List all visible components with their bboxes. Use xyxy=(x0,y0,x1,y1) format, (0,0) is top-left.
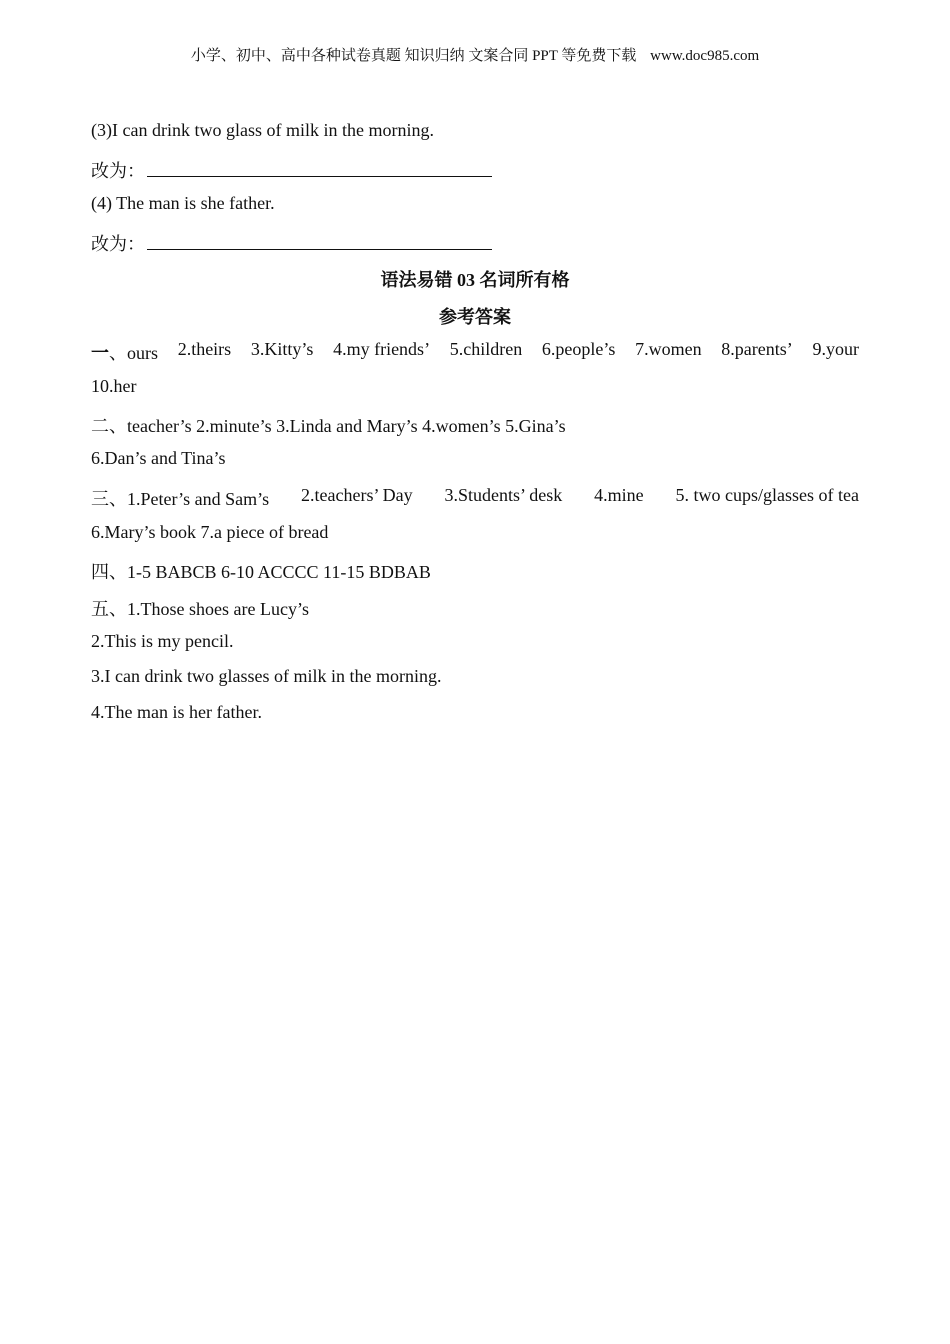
answer-item: 2.teachers’ Day xyxy=(301,485,413,505)
answer-item: 4.mine xyxy=(594,485,644,505)
answer-part1-cont: 10.her xyxy=(91,376,137,396)
part1-marker: 一 xyxy=(91,343,109,363)
header-text: 小学、初中、高中各种试卷真题 知识归纳 文案合同 PPT 等免费下载 xyxy=(190,48,637,64)
answer-part1-row xyxy=(91,339,859,365)
page-header xyxy=(0,44,950,65)
answer-part5-line2: 2.This is my pencil. xyxy=(91,631,234,651)
answer-part5-line3: 3.I can drink two glasses of milk in the morning. xyxy=(91,666,442,686)
question-4: (4) The man is she father. xyxy=(91,193,275,213)
answer-item: ours xyxy=(127,343,158,363)
answer-item: 9.your xyxy=(812,339,859,359)
section-title: 语法易错 03 名词所有格 xyxy=(380,270,570,290)
answer-part5-line1: 五、1.Those shoes are Lucy’s xyxy=(91,599,309,619)
answer-part5-line4: 4.The man is her father. xyxy=(91,702,262,722)
header-url[interactable]: www.doc985.com xyxy=(650,48,760,64)
answer-part3-line2: 6.Mary’s book 7.a piece of bread xyxy=(91,522,329,542)
answer-item: 4.my friends’ xyxy=(333,339,431,359)
answer-part4-line: 四、1-5 BABCB 6-10 ACCCC 11-15 BDBAB xyxy=(91,562,431,582)
answer-part1-first xyxy=(91,339,158,365)
section-subtitle: 参考答案 xyxy=(439,307,511,327)
answer-item: 2.theirs xyxy=(177,339,232,359)
question-4-blank[interactable] xyxy=(147,235,492,250)
answer-part2-line2: 6.Dan’s and Tina’s xyxy=(91,448,226,468)
answer-item: 8.parents’ xyxy=(721,339,793,359)
answer-item: 5.children xyxy=(449,339,523,359)
question-4-answer-row xyxy=(91,230,492,256)
question-4-label: 改为： xyxy=(91,234,145,254)
question-3: (3)I can drink two glass of milk in the morning. xyxy=(91,120,434,140)
answer-item: 三、1.Peter’s and Sam’s xyxy=(91,489,270,509)
answer-item: 3.Students’ desk xyxy=(444,485,563,505)
answer-item: 3.Kitty’s xyxy=(250,339,314,359)
question-3-blank[interactable] xyxy=(147,162,492,177)
answer-item: 5. two cups/glasses of tea xyxy=(675,485,859,505)
answer-item: 7.women xyxy=(635,339,702,359)
question-3-label: 改为： xyxy=(91,161,145,181)
question-3-answer-row xyxy=(91,157,492,183)
answer-item: 6.people’s xyxy=(541,339,616,359)
part1-sep: 、 xyxy=(109,343,127,363)
answer-part2-line1: 二、teacher’s 2.minute’s 3.Linda and Mary’s 4.women’s 5.Gina’s xyxy=(91,416,566,436)
answer-part3-row xyxy=(91,485,859,511)
